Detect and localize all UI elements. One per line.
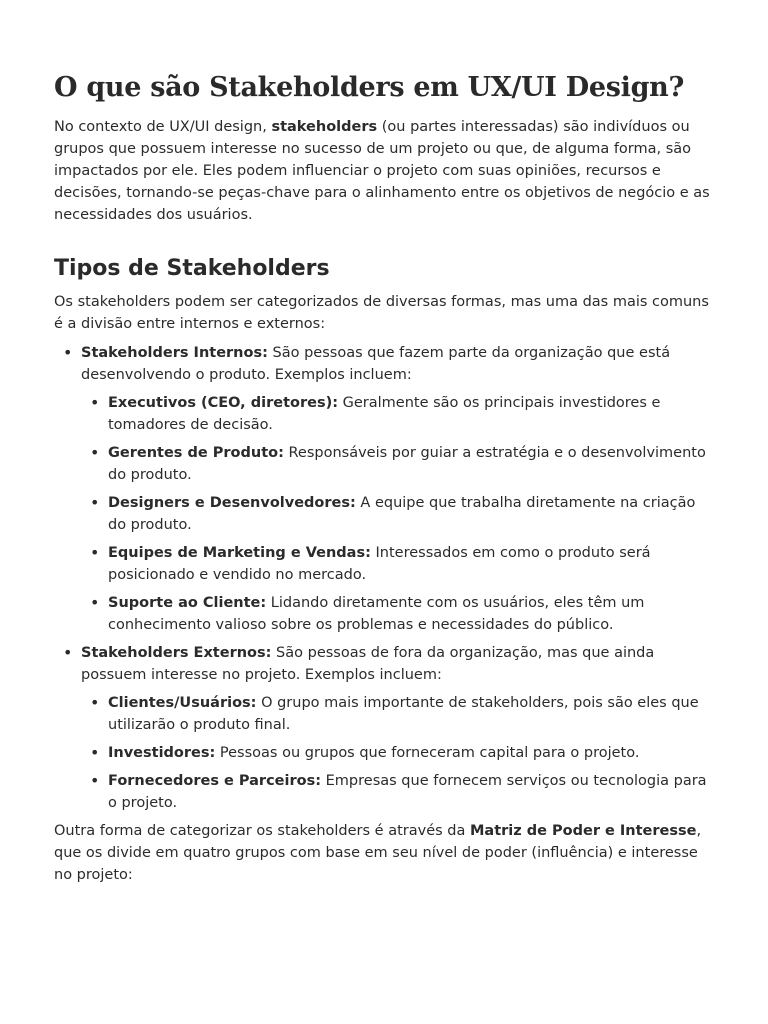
- closing-text-start: Outra forma de categorizar os stakeholders é através da: [54, 823, 470, 839]
- item-label: Clientes/Usuários:: [108, 695, 257, 711]
- closing-paragraph: [54, 820, 710, 886]
- item-text: O grupo mais importante de stakeholders, pois são eles que utilizarão o produto final.: [108, 695, 699, 733]
- external-examples-list: [81, 692, 710, 814]
- intro-text-start: No contexto de UX/UI design,: [54, 119, 272, 135]
- item-label: Gerentes de Produto:: [108, 445, 284, 461]
- intro-paragraph: [54, 116, 710, 226]
- list-item: [108, 592, 710, 636]
- item-label: Executivos (CEO, diretores):: [108, 395, 339, 411]
- group-description: São pessoas de fora da organização, mas que ainda possuem interesse no projeto. Exemplos incluem:: [81, 645, 655, 683]
- closing-keyword: Matriz de Poder e Interesse: [470, 823, 697, 839]
- stakeholder-groups-list: [54, 342, 710, 814]
- item-label: Investidores:: [108, 745, 216, 761]
- item-text: Empresas que fornecem serviços ou tecnologia para o projeto.: [108, 773, 707, 811]
- section-heading: Tipos de Stakeholders: [54, 256, 330, 281]
- list-item: [108, 492, 710, 536]
- closing-text-end: , que os divide em quatro grupos com base em seu nível de poder (influência) e interesse no projeto:: [54, 823, 702, 883]
- intro-keyword: stakeholders: [271, 119, 378, 135]
- list-item: [108, 692, 710, 736]
- item-text: Responsáveis por guiar a estratégia e o desenvolvimento do produto.: [108, 445, 706, 483]
- list-item: [108, 442, 710, 486]
- item-label: Equipes de Marketing e Vendas:: [108, 545, 371, 561]
- group-label: Stakeholders Externos:: [81, 645, 272, 661]
- group-description: São pessoas que fazem parte da organização que está desenvolvendo o produto. Exemplos incluem:: [81, 345, 671, 383]
- item-text: Interessados em como o produto será posicionado e vendido no mercado.: [108, 545, 651, 583]
- item-label: Fornecedores e Parceiros:: [108, 773, 322, 789]
- group-internal: [81, 342, 710, 636]
- item-label: Suporte ao Cliente:: [108, 595, 267, 611]
- section-lead: Os stakeholders podem ser categorizados de diversas formas, mas uma das mais comuns é a divisão entre internos e externos:: [54, 294, 709, 332]
- item-text: Lidando diretamente com os usuários, eles têm um conhecimento valioso sobre os problemas e necessidades do público.: [108, 595, 645, 633]
- list-item: [108, 742, 710, 764]
- item-text: Geralmente são os principais investidores e tomadores de decisão.: [108, 395, 661, 433]
- group-label: Stakeholders Internos:: [81, 345, 268, 361]
- list-item: [108, 542, 710, 586]
- intro-text-end: (ou partes interessadas) são indivíduos ou grupos que possuem interesse no sucesso de um projeto ou que, de alguma forma, são impactados por ele. Eles podem influenciar o projeto com suas opiniões, recursos e decisões, tornando-se peças-chave para o alinhamento entre os objetivos de negócio e as necessidades dos usuários.: [54, 119, 710, 223]
- item-text: A equipe que trabalha diretamente na criação do produto.: [108, 495, 696, 533]
- item-label: Designers e Desenvolvedores:: [108, 495, 356, 511]
- page-title: O que são Stakeholders em UX/UI Design?: [54, 72, 684, 103]
- group-external: [81, 642, 710, 814]
- list-item: [108, 770, 710, 814]
- list-item: [108, 392, 710, 436]
- internal-examples-list: [81, 392, 710, 636]
- item-text: Pessoas ou grupos que forneceram capital para o projeto.: [215, 745, 640, 761]
